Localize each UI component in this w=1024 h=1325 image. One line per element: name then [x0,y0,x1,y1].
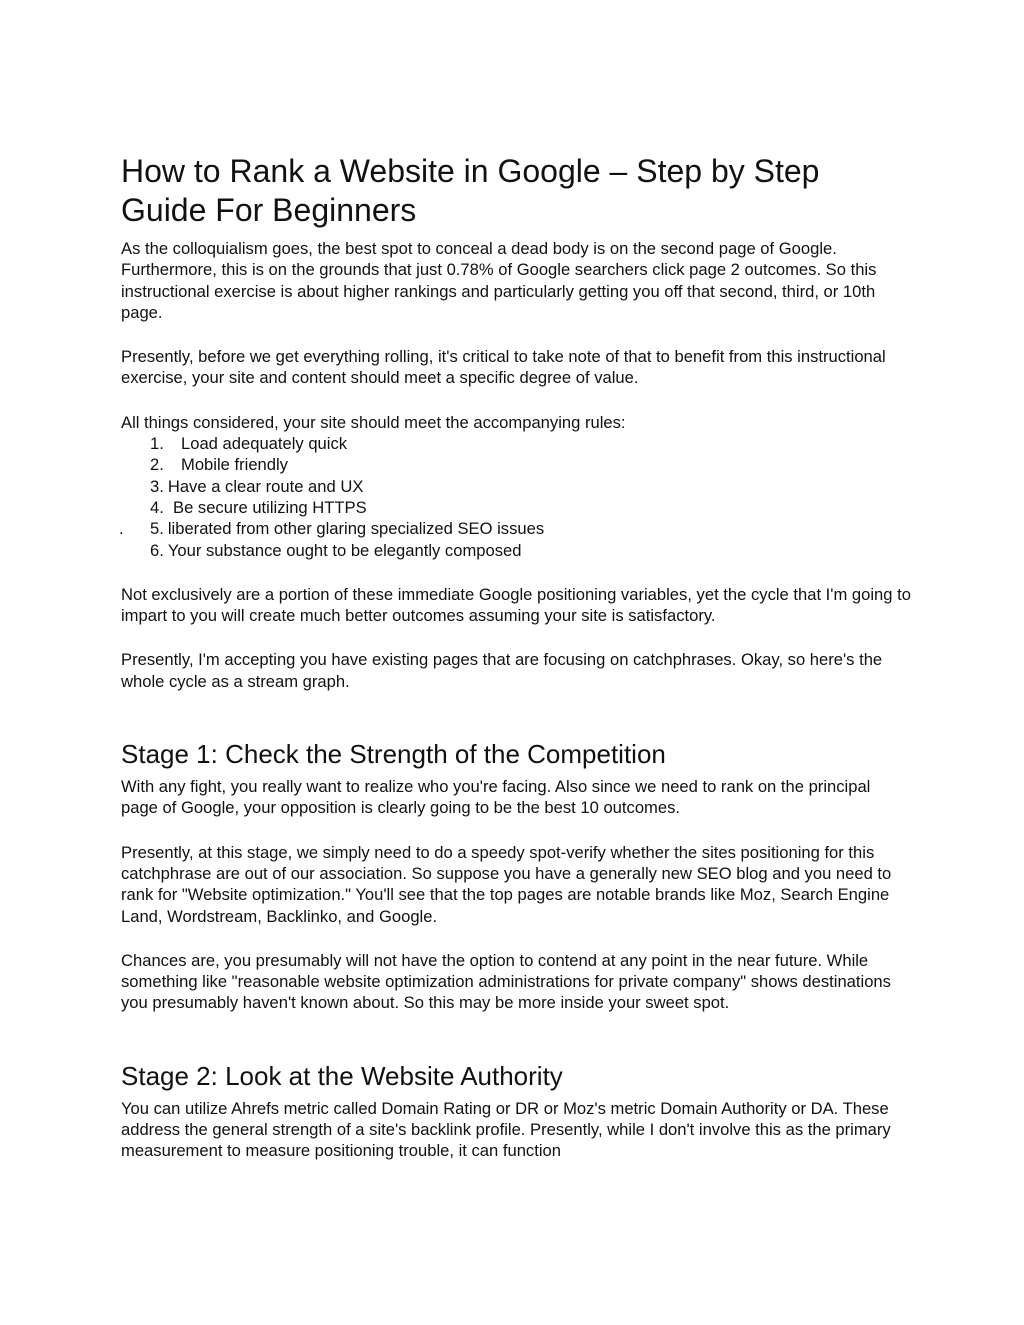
list-item-text: Your substance ought to be elegantly composed [167,540,522,560]
stage-1-paragraph-1: With any fight, you really want to realize who you're facing. Also since we need to rank on the principal page of Google, your opposition is clearly going to be the best 10 outcomes. [121,777,871,818]
list-item-number: 4. [150,497,164,517]
list-item [121,476,911,497]
list-item [121,497,911,518]
list-item [121,518,911,539]
stage-2-heading: Stage 2: Look at the Website Authority [121,1060,563,1091]
list-item-text: Load adequately quick [181,434,348,454]
document-page [121,152,911,1162]
list-item-text: liberated from other glaring specialized SEO issues [167,519,545,539]
page-title: How to Rank a Website in Google – Step by Step Guide For Beginners [121,153,820,228]
list-item [121,540,911,561]
after-list-paragraph-1: Not exclusively are a portion of these immediate Google positioning variables, yet the cycle that I'm going to impart to you will create much better outcomes assuming your site is satisfactory. [121,584,911,626]
stage-1-paragraph-2: Presently, at this stage, we simply need to do a speedy spot-verify whether the sites positioning for this catchphrase are out of our association. So suppose you have a generally new SEO blog and you need to rank for "Website optimization." You'll see that the top pages are notable brands like Moz, Search Engine Land, Wordstream, Backlinko, and Google. [121,842,892,926]
stage-2-paragraph-1: You can utilize Ahrefs metric called Domain Rating or DR or Moz's metric Domain Authority or DA. These address the general strength of a site's backlink profile. Presently, while I don't involve this as the primary measurement to measure positioning trouble, it can function [121,1098,891,1161]
intro-paragraph-1: As the colloquialism goes, the best spot to conceal a dead body is on the second page of Google. Furthermore, this is on the grounds that just 0.78% of Google searchers click page 2 outcomes. So this instructional exercise is about higher rankings and particularly getting you off that second, third, or 10th page. [121,239,877,322]
rules-list [121,433,911,561]
list-item-number: 3. [150,476,164,496]
list-item-text: Be secure utilizing HTTPS [173,497,367,517]
intro-paragraph-3: All things considered, your site should meet the accompanying rules: [121,412,626,432]
stage-1-paragraph-3: Chances are, you presumably will not have the option to contend at any point in the near future. While something like "reasonable website optimization administrations for private company" shows destinations you presumably haven't known about. So this may be more inside your sweet spot. [121,950,891,1013]
list-item [121,433,911,454]
list-item-text: Mobile friendly [181,455,288,475]
list-item [121,454,911,475]
list-item-number: 1. [150,434,164,454]
stray-dot: . [119,519,124,539]
intro-paragraph-2: Presently, before we get everything rolling, it's critical to take note of that to benefit from this instructional exercise, your site and content should meet a specific degree of value. [121,347,886,388]
list-item-number: 6. [150,540,164,560]
stage-1-heading: Stage 1: Check the Strength of the Competition [121,739,666,770]
list-item-number: 5. [150,519,164,539]
after-list-paragraph-2: Presently, I'm accepting you have existing pages that are focusing on catchphrases. Okay, so here's the whole cycle as a stream graph. [121,650,883,691]
list-item-number: 2. [150,455,164,475]
list-item-text: Have a clear route and UX [167,476,364,496]
